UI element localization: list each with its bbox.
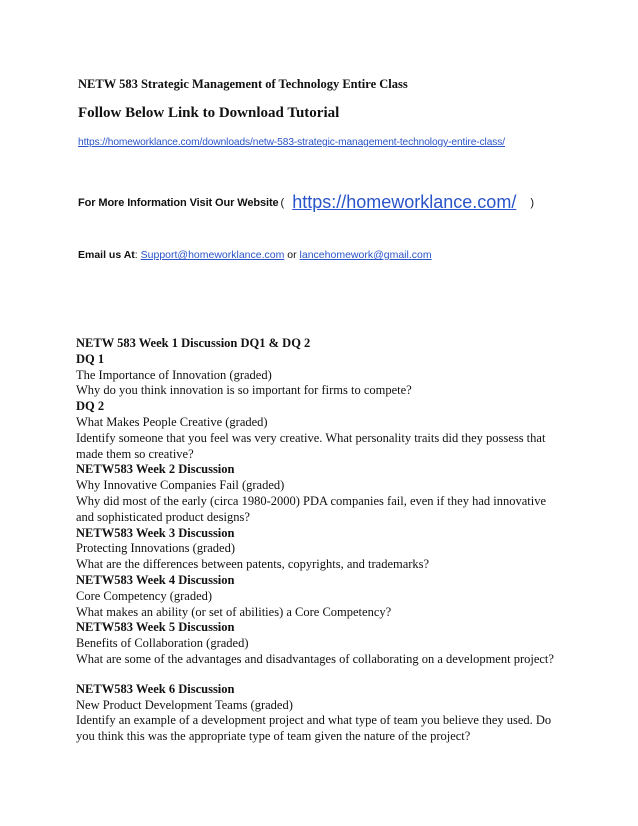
website-link[interactable]: https://homeworklance.com/: [292, 192, 517, 212]
email-line: [78, 250, 432, 261]
open-paren: (: [280, 197, 285, 209]
discussion-text-line: Identify someone that you feel was very creative. What personality traits did they possess that: [76, 430, 546, 445]
discussion-text-line: Identify an example of a development project and what type of team you believe they used. Do: [76, 713, 552, 728]
discussion-text-line: Benefits of Collaboration (graded): [76, 636, 249, 651]
email-label: Email us At: [78, 249, 135, 261]
lance-email-link[interactable]: lancehomework@gmail.com: [299, 249, 432, 261]
download-tutorial-link[interactable]: https://homeworklance.com/downloads/netw-583-strategic-management-technology-entire-class/: [78, 137, 506, 148]
discussion-heading: DQ 2: [76, 399, 105, 414]
discussion-heading: NETW583 Week 4 Discussion: [76, 572, 235, 587]
email-connector: or: [284, 249, 300, 261]
close-paren: ): [530, 197, 534, 209]
discussion-text-line: What makes an ability (or set of abilities) a Core Competency?: [76, 604, 392, 619]
email-colon: :: [134, 249, 141, 261]
discussion-text-line: Why did most of the early (circa 1980-2000) PDA companies fail, even if they had innovative: [76, 493, 547, 508]
discussion-text-line: Why do you think innovation is so important for firms to compete?: [76, 383, 412, 398]
discussion-text-line: Why Innovative Companies Fail (graded): [76, 478, 285, 493]
discussion-text-line: you think this was the appropriate type of team given the nature of the project?: [76, 729, 471, 744]
discussion-heading: NETW583 Week 6 Discussion: [76, 681, 235, 696]
download-instruction-heading: Follow Below Link to Download Tutorial: [78, 105, 340, 121]
discussion-text-line: The Importance of Innovation (graded): [76, 367, 272, 382]
discussion-text-line: and sophisticated product designs?: [76, 509, 250, 524]
discussion-text-line: New Product Development Teams (graded): [76, 697, 293, 712]
document-title: NETW 583 Strategic Management of Technology Entire Class: [78, 77, 408, 91]
discussion-heading: NETW 583 Week 1 Discussion DQ1 & DQ 2: [76, 336, 311, 350]
discussion-text-line: made them so creative?: [76, 446, 194, 461]
discussion-heading: NETW583 Week 2 Discussion: [76, 462, 235, 477]
more-info-label: For More Information Visit Our Website: [78, 197, 279, 209]
section-spacer: [76, 668, 576, 682]
discussion-content: [76, 336, 576, 745]
discussion-text-line: Core Competency (graded): [76, 588, 213, 603]
discussion-text-line: What are the differences between patents, copyrights, and trademarks?: [76, 557, 430, 572]
discussion-text-line: Protecting Innovations (graded): [76, 541, 235, 556]
more-info-line: [78, 193, 534, 211]
discussion-heading: NETW583 Week 5 Discussion: [76, 620, 235, 635]
discussion-heading: DQ 1: [76, 351, 105, 366]
discussion-text-line: What Makes People Creative (graded): [76, 414, 268, 429]
discussion-text-line: What are some of the advantages and disadvantages of collaborating on a development project?: [76, 651, 554, 666]
support-email-link[interactable]: Support@homeworklance.com: [140, 249, 285, 261]
discussion-heading: NETW583 Week 3 Discussion: [76, 525, 235, 540]
